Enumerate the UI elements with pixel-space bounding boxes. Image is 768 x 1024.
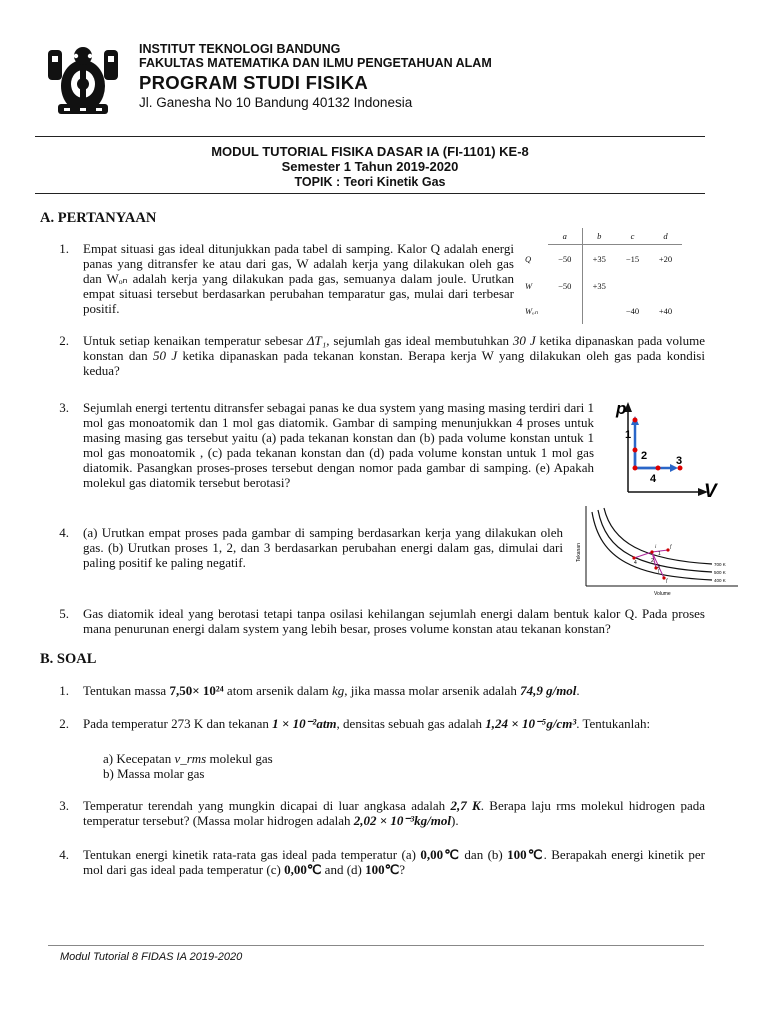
q5-number: 5.: [59, 606, 69, 621]
cell: +40: [658, 306, 673, 316]
section-a-heading: A. PERTANYAAN: [40, 210, 157, 226]
col-d: d: [649, 228, 682, 244]
process-3-label: 3: [676, 455, 683, 467]
p-axis-label: p: [616, 399, 627, 418]
cell: [616, 274, 649, 298]
s4-number: 4.: [59, 847, 69, 862]
q5-text: Gas diatomik ideal yang berotasi tetapi tanpa osilasi kehilangan sejumlah energi dalam bentuk kalor Q. Pada proses mana penurunan energi dalam system yang lebih besar, proses volume konstan atau tekanan konstan?: [83, 606, 705, 636]
faculty-name: FAKULTAS MATEMATIKA DAN ILMU PENGETAHUAN ALAM: [139, 56, 492, 70]
s4-text: Tentukan energi kinetik rata-rata gas ideal pada temperatur (a) 0,00℃ dan (b) 100℃. Berapakah energi kinetik per mol dari gas ideal pada temperatur (c) 0,00℃ and (d) 100℃?: [83, 847, 705, 877]
section-b-heading: B. SOAL: [40, 651, 97, 667]
cell: [582, 298, 616, 324]
semester-title: Semester 1 Tahun 2019-2020: [281, 159, 459, 174]
q2-number: 2.: [59, 333, 69, 348]
q1-text: Empat situasi gas ideal ditunjukkan pada tabel di samping. Kalor Q adalah energi panas yang ditransfer ke atau dari gas, W adalah kerja yang dilakukan oleh gas dan Wₒₙ adalah kerja yang dilakukan pada gas, semuanya dalam joule. Urutkan empat situasi tersebut berdasarkan perubahan temparatur gas, mulai dari terbesar positif.: [83, 241, 514, 316]
col-a: a: [548, 228, 582, 244]
row-won-label: Wₒₙ: [525, 305, 538, 316]
cell: −50: [548, 274, 582, 298]
s2-part-a: a) Kecepatan v_rms molekul gas: [103, 751, 273, 766]
s3-text: Temperatur terendah yang mungkin dicapai di luar angkasa adalah 2,7 K. Berapa laju rms molekul hidrogen pada temperatur tersebut? (Massa molar hidrogen adalah 2,02 × 10⁻³kg/mol).: [83, 798, 705, 828]
point-f1: f: [670, 545, 672, 550]
row-w-label: W: [525, 281, 533, 291]
isotherm-700k: 700 K: [714, 562, 726, 567]
s2-number: 2.: [59, 716, 69, 731]
cell: +35: [592, 254, 606, 265]
process-4-label: 4: [650, 473, 657, 485]
cell: +35: [592, 281, 606, 291]
point-f3: f: [666, 579, 668, 584]
cell: −15: [625, 254, 640, 265]
cell: −50: [548, 244, 582, 274]
point-f2: f: [658, 569, 660, 574]
s2-part-b: b) Massa molar gas: [103, 766, 205, 781]
row-q-label: Q: [525, 254, 532, 264]
isotherm-diagram: [572, 502, 742, 598]
situation-table: [524, 228, 682, 324]
s1-number: 1.: [59, 683, 69, 698]
q1-number: 1.: [59, 241, 69, 256]
q4-text: (a) Urutkan empat proses pada gambar di samping berdasarkan kerja yang dilakukan oleh gas. (b) Urutkan proses 1, 2, dan 3 berdasarkan perubahan energi dalam gas, dimulai dari paling positif ke paling negatif.: [83, 525, 563, 570]
s2-text: Pada temperatur 273 K dan tekanan 1 × 10⁻²atm, densitas sebuah gas adalah 1,24 × 10⁻⁵g/cm³. Tentukanlah:: [83, 716, 651, 731]
iso-process-3: 3: [657, 564, 660, 570]
volume-axis-label: Volume: [654, 591, 671, 597]
col-c: c: [616, 228, 649, 244]
module-title: MODUL TUTORIAL FISIKA DASAR IA (FI-1101) KE-8: [211, 144, 529, 159]
address: Jl. Ganesha No 10 Bandung 40132 Indonesia: [139, 95, 413, 110]
cell: [649, 274, 682, 298]
pv-diagram: [600, 398, 720, 500]
col-b: b: [582, 228, 616, 244]
isotherm-400k: 400 K: [714, 578, 726, 583]
s1-text: Tentukan massa 7,50× 10²⁴ atom arsenik dalam kg, jika massa molar arsenik adalah 74,9 g/mol.: [83, 683, 580, 698]
topic-title: TOPIK : Teori Kinetik Gas: [294, 175, 446, 189]
cell: +20: [658, 254, 673, 265]
footer-divider: [48, 945, 704, 946]
iso-process-1: 1: [658, 551, 661, 557]
program-name: PROGRAM STUDI FISIKA: [139, 72, 369, 93]
q3-number: 3.: [59, 400, 69, 415]
q3-text: Sejumlah energi tertentu ditransfer sebagai panas ke dua system yang masing masing terdiri dari 1 mol gas monoatomik dan 1 mol gas diatomik. Gambar di samping menunjukkan 4 proses untuk masing masing gas tersebut yaitu (a) pada tekanan konstan dan (b) pada volume konstan untuk 1 mol gas monoatomik , (c) pada tekanan konstan dan (d) pada volume konstan untuk 1 mol gas diatomik. Pasangkan proses-proses tersebut dengan nomor pada gambar di samping. (e) Apakah molekul gas diatomik tersebut berotasi?: [83, 400, 594, 490]
itb-ganesha-logo: [44, 42, 122, 118]
iso-process-2: 2: [651, 558, 654, 564]
title-divider: [35, 193, 705, 194]
institute-name: INSTITUT TEKNOLOGI BANDUNG: [139, 42, 341, 56]
isotherm-500k: 500 K: [714, 570, 726, 575]
process-2-label: 2: [641, 450, 648, 462]
point-i: i: [655, 545, 657, 550]
iso-process-4: 4: [634, 560, 637, 566]
q2-text: Untuk setiap kenaikan temperatur sebesar ΔT₁, sejumlah gas ideal membutuhkan 30 J ketika dipanaskan pada volume konstan dan 50 J ketika dipanaskan pada tekanan konstan. Berapa kerja W yang dilakukan oleh gas pada kondisi kedua?: [83, 333, 706, 378]
pressure-axis-label: Tekanan: [576, 543, 582, 562]
cell: [548, 298, 582, 324]
header-divider: [35, 136, 705, 137]
cell: −40: [625, 306, 640, 316]
process-1-label: 1: [625, 429, 632, 441]
s3-number: 3.: [59, 798, 69, 813]
v-axis-label: V: [704, 481, 717, 500]
q4-number: 4.: [59, 525, 69, 540]
footer-text: Modul Tutorial 8 FIDAS IA 2019-2020: [60, 951, 243, 963]
